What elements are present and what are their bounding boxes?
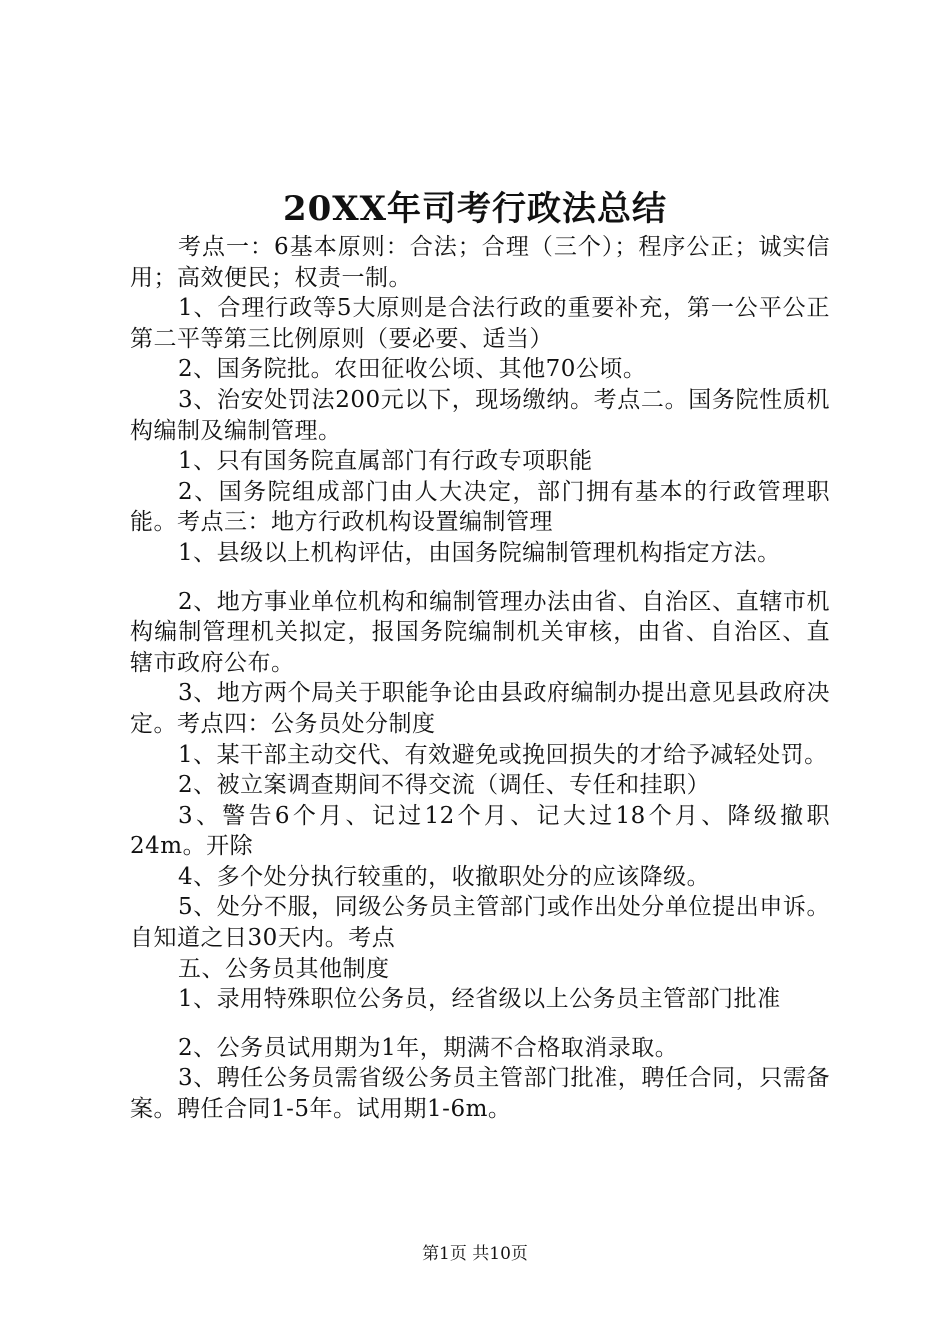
paragraph: 1、录用特殊职位公务员，经省级以上公务员主管部门批准: [178, 986, 781, 1013]
paragraph: 3、治安处罚法200元以下，现场缴纳。考点二。国务院性质机构编制及编制管理。: [130, 386, 830, 444]
paragraph: 2、地方事业单位机构和编制管理办法由省、自治区、直辖市机构编制管理机关拟定，报国务院编制机关审核，由省、自治区、直辖市政府公布。: [130, 588, 830, 676]
document-body: [130, 232, 830, 1125]
paragraph: 1、合理行政等5大原则是合法行政的重要补充，第一公平公正第二平等第三比例原则（要必要、适当）: [130, 295, 830, 352]
paragraph: 五、公务员其他制度: [178, 955, 390, 982]
paragraph: 考点一：6基本原则：合法；合理（三个）；程序公正；诚实信用；高效便民；权责一制。: [130, 234, 830, 291]
paragraph: 1、县级以上机构评估，由国务院编制管理机构指定方法。: [178, 539, 781, 566]
paragraph: 3、地方两个局关于职能争论由县政府编制办提出意见县政府决定。考点四：公务员处分制度: [130, 680, 830, 737]
paragraph: 3、聘任公务员需省级公务员主管部门批准，聘任合同，只需备案。聘任合同1-5年。试用期1-6m。: [130, 1065, 830, 1123]
paragraph: 2、国务院批。农田征收公顷、其他70公顷。: [178, 356, 647, 383]
paragraph-gap: [130, 569, 830, 587]
document-title: 20XX年司考行政法总结: [282, 189, 668, 229]
paragraph: 2、公务员试用期为1年，期满不合格取消录取。: [178, 1034, 679, 1061]
paragraph: 5、处分不服，同级公务员主管部门或作出处分单位提出申诉。自知道之日30天内。考点: [130, 894, 830, 952]
paragraph-gap: [130, 1015, 830, 1033]
paragraph: 4、多个处分执行较重的，收撤职处分的应该降级。: [178, 863, 711, 890]
page-footer: 第1页 共10页: [422, 1244, 528, 1264]
paragraph: 1、只有国务院直属部门有行政专项职能: [178, 448, 593, 475]
paragraph: 1、某干部主动交代、有效避免或挽回损失的才给予减轻处罚。: [178, 741, 828, 768]
paragraph: 2、国务院组成部门由人大决定，部门拥有基本的行政管理职能。考点三：地方行政机构设置编制管理: [130, 478, 830, 536]
paragraph: 3、警告6个月、记过12个月、记大过18个月、降级撤职24m。开除: [130, 802, 830, 860]
paragraph: 2、被立案调查期间不得交流（调任、专任和挂职）: [178, 772, 711, 799]
